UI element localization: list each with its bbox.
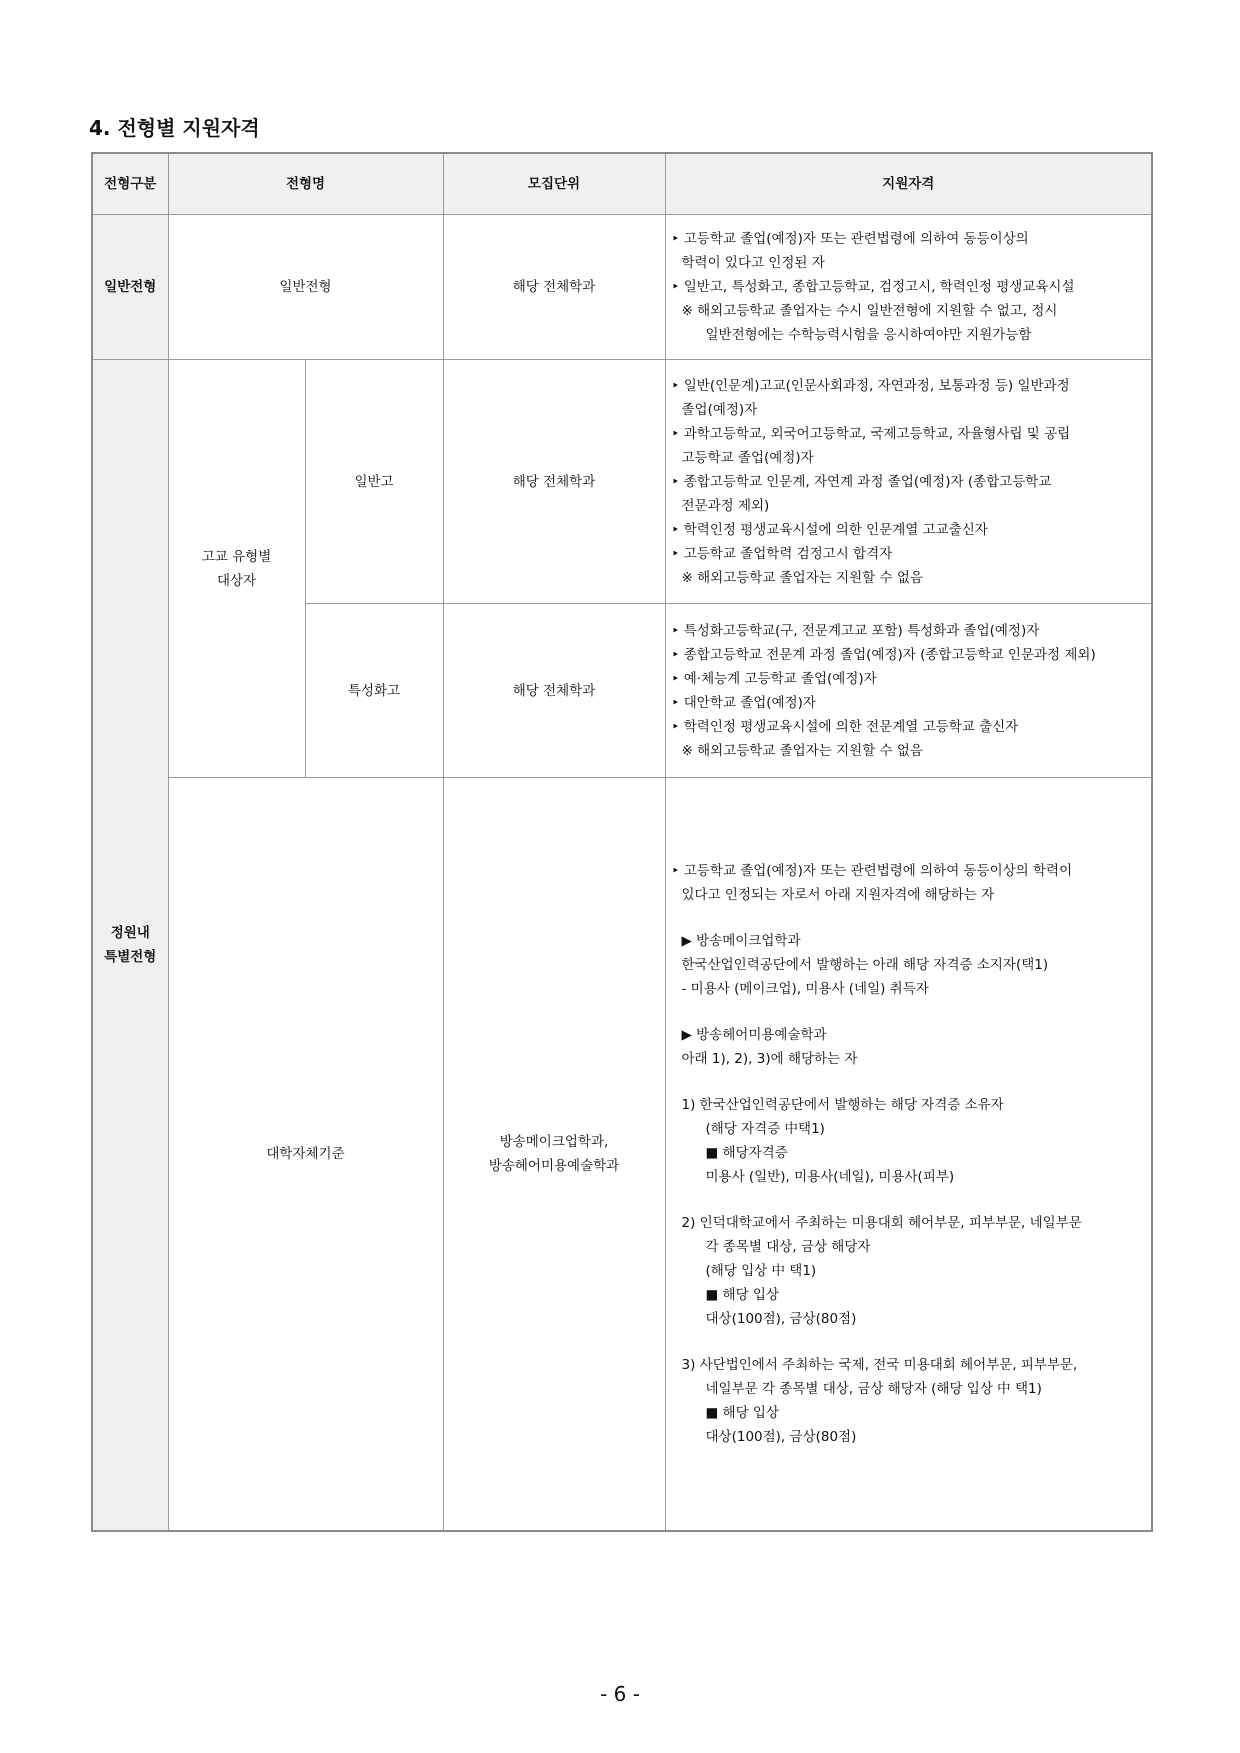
- category-general: 일반전형: [92, 215, 168, 360]
- name-university: 대학자체기준: [168, 778, 443, 1532]
- header-qualification: 지원자격: [665, 153, 1152, 215]
- table-header-row: [92, 153, 1152, 215]
- quals-general: ‣ 고등학교 졸업(예정)자 또는 관련법령에 의하여 동등이상의 학력이 있다고 인정된 자 ‣ 일반고, 특성화고, 종합고등학교, 검정고시, 학력인정 평생교육시설 ※ 해외고등학교 졸업자는 수시 일반전형에 지원할 수 없고, 정시 일반전형에는 수학능력시험을 응시하여야만 지원가능함: [665, 215, 1152, 360]
- qualification-table: [91, 152, 1153, 1532]
- unit-specialized-school: 해당 전체학과: [443, 604, 665, 778]
- table-row-university: [92, 778, 1152, 1532]
- header-unit: 모집단위: [443, 153, 665, 215]
- quals-university: ‣ 고등학교 졸업(예정)자 또는 관련법령에 의하여 동등이상의 학력이 있다고 인정되는 자로서 아래 지원자격에 해당하는 자 ▶ 방송메이크업학과 한국산업인력공단에서 발행하는 아래 해당 자격증 소지자(택1) - 미용사 (메이크업), 미용사 (네일) 취득자 ▶ 방송헤어미용예술학과 아래 1), 2), 3)에 해당하는 자 1) 한국산업인력공단에서 발행하는 해당 자격증 소유자 (해당 자격증 中택1) ■ 해당자격증 미용사 (일반), 미용사(네일), 미용사(피부) 2) 인덕대학교에서 주최하는 미용대회 헤어부문, 피부부문, 네일부문 각 종목별 대상, 금상 해당자 (해당 입상 中 택1) ■ 해당 입상 대상(100점), 금상(80점) 3) 사단법인에서 주최하는 국제, 전국 미용대회 헤어부문, 피부부문, 네일부문 각 종목별 대상, 금상 해당자 (해당 입상 中 택1) ■ 해당 입상 대상(100점), 금상(80점): [665, 778, 1152, 1532]
- unit-general: 해당 전체학과: [443, 215, 665, 360]
- quals-general-school: ‣ 일반(인문계)고교(인문사회과정, 자연과정, 보통과정 등) 일반과정 졸업(예정)자 ‣ 과학고등학교, 외국어고등학교, 국제고등학교, 자율형사립 및 공립 고등학교 졸업(예정)자 ‣ 종합고등학교 인문계, 자연계 과정 졸업(예정)자 (종합고등학교 전문과정 제외) ‣ 학력인정 평생교육시설에 의한 인문계열 고교출신자 ‣ 고등학교 졸업학력 검정고시 합격자 ※ 해외고등학교 졸업자는 지원할 수 없음: [665, 360, 1152, 604]
- header-category: 전형구분: [92, 153, 168, 215]
- page-number: - 6 -: [600, 1682, 640, 1706]
- header-name: 전형명: [168, 153, 443, 215]
- table-row-general: [92, 215, 1152, 360]
- name-specialized-school: 특성화고: [305, 604, 443, 778]
- unit-general-school: 해당 전체학과: [443, 360, 665, 604]
- table-row-general-school: [92, 360, 1152, 604]
- name-general-school: 일반고: [305, 360, 443, 604]
- section-title: 4. 전형별 지원자격: [89, 116, 260, 140]
- school-type-label: 고교 유형별 대상자: [168, 360, 305, 778]
- category-special: 정원내 특별전형: [92, 360, 168, 1532]
- name-general: 일반전형: [168, 215, 443, 360]
- unit-university: 방송메이크업학과, 방송헤어미용예술학과: [443, 778, 665, 1532]
- quals-specialized-school: ‣ 특성화고등학교(구, 전문계고교 포함) 특성화과 졸업(예정)자 ‣ 종합고등학교 전문계 과정 졸업(예정)자 (종합고등학교 인문과정 제외) ‣ 예·체능계 고등학교 졸업(예정)자 ‣ 대안학교 졸업(예정)자 ‣ 학력인정 평생교육시설에 의한 전문계열 고등학교 출신자 ※ 해외고등학교 졸업자는 지원할 수 없음: [665, 604, 1152, 778]
